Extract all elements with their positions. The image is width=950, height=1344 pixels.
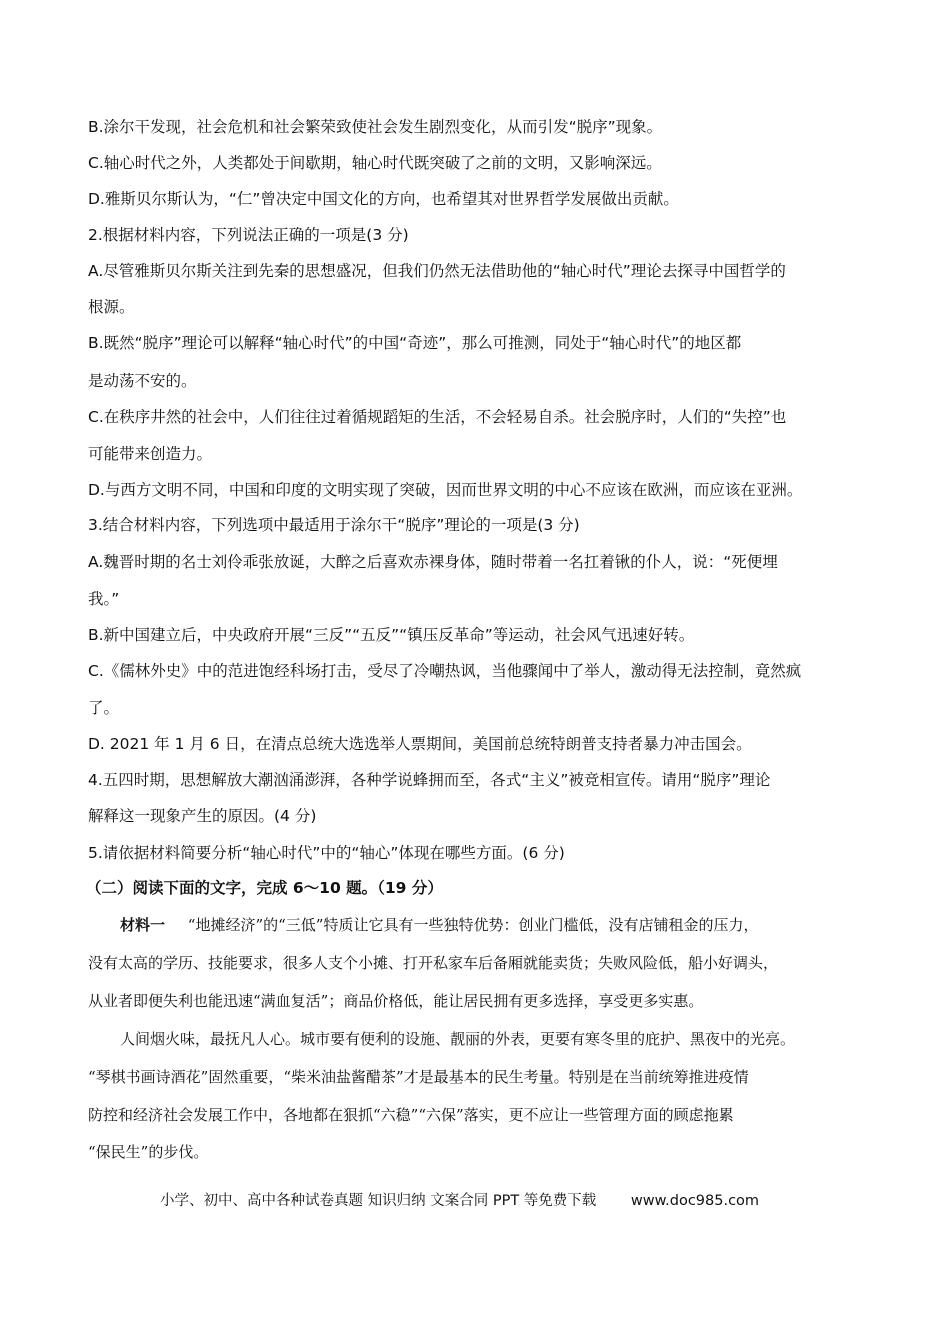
q1-option-d: D.雅斯贝尔斯认为，“仁”曾决定中国文化的方向，也希望其对世界哲学发展做出贡献。	[88, 190, 679, 208]
q3-option-c-line2: 了。	[88, 699, 120, 717]
q2-option-a-line2: 根源。	[88, 298, 135, 316]
q2-option-c-line1: C.在秩序井然的社会中，人们往往过着循规蹈矩的生活，不会轻易自杀。社会脱序时，人们的“失控”也	[88, 408, 787, 426]
q1-option-b: B.涂尔干发现，社会危机和社会繁荣致使社会发生剧烈变化，从而引发“脱序”现象。	[88, 118, 663, 136]
footer-text: 小学、初中、高中各种试卷真题 知识归纳 文案合同 PPT 等免费下载	[160, 1193, 597, 1209]
q4-line2: 解释这一现象产生的原因。(4 分)	[88, 807, 317, 825]
q1-option-c: C.轴心时代之外，人类都处于间歇期，轴心时代既突破了之前的文明，又影响深远。	[88, 154, 662, 172]
q2-option-c-line2: 可能带来创造力。	[88, 445, 213, 463]
q2-option-d: D.与西方文明不同，中国和印度的文明实现了突破，因而世界文明的中心不应该在欧洲，而应该在亚洲。	[88, 481, 803, 499]
material-paragraph-2-line4: “保民生”的步伐。	[88, 1143, 209, 1161]
q3-option-a-line2: 我。”	[88, 590, 120, 608]
material-paragraph-2-line2: “琴棋书画诗酒花”固然重要，“柴米油盐酱醋茶”才是最基本的民生考量。特别是在当前统筹推进疫情	[88, 1068, 749, 1086]
material-paragraph-1-text: “地摊经济”的“三低”特质让它具有一些独特优势：创业门槛低，没有店铺租金的压力，	[187, 916, 759, 934]
material-paragraph-1-line2: 没有太高的学历、技能要求，很多人支个小摊、打开私家车后备厢就能卖货；失败风险低，船小好调头，	[88, 954, 779, 972]
q3-stem: 3.结合材料内容，下列选项中最适用于涂尔干“脱序”理论的一项是(3 分)	[88, 516, 580, 534]
q3-option-a-line1: A.魏晋时期的名士刘伶乖张放诞，大醉之后喜欢赤裸身体，随时带着一名扛着锹的仆人，说：“死便埋	[88, 553, 778, 571]
page-footer	[160, 1190, 759, 1212]
material-paragraph-1-line1	[120, 914, 868, 936]
q2-option-b-line2: 是动荡不安的。	[88, 372, 197, 390]
q3-option-d: D. 2021 年 1 月 6 日，在清点总统大选选举人票期间，美国前总统特朗普支持者暴力冲击国会。	[88, 735, 752, 753]
material-paragraph-1-line3: 从业者即便失利也能迅速“满血复活”；商品价格低，能让居民拥有更多选择，享受更多实惠。	[88, 992, 704, 1010]
q2-option-a-line1: A.尽管雅斯贝尔斯关注到先秦的思想盛况，但我们仍然无法借助他的“轴心时代”理论去探寻中国哲学的	[88, 262, 786, 280]
material-paragraph-2-line1: 人间烟火味，最抚凡人心。城市要有便利的设施、靓丽的外表，更要有寒冬里的庇护、黑夜中的光亮。	[120, 1030, 796, 1048]
q5-text: 5.请依据材料简要分析“轴心时代”中的“轴心”体现在哪些方面。(6 分)	[88, 844, 565, 862]
q2-stem: 2.根据材料内容，下列说法正确的一项是(3 分)	[88, 226, 409, 244]
material-paragraph-2-line3: 防控和经济社会发展工作中，各地都在狠抓“六稳”“六保”落实，更不应让一些管理方面的顾虑拖累	[88, 1106, 734, 1124]
section-heading: （二）阅读下面的文字，完成 6～10 题。（19 分）	[86, 879, 443, 897]
footer-url[interactable]: www.doc985.com	[630, 1193, 760, 1209]
q3-option-c-line1: C.《儒林外史》中的范进饱经科场打击，受尽了冷嘲热讽，当他骤闻中了举人，激动得无法控制，竟然疯	[88, 662, 802, 680]
material-label: 材料一	[120, 916, 166, 934]
q2-option-b-line1: B.既然“脱序”理论可以解释“轴心时代”的中国“奇迹”，那么可推测，同处于“轴心时代”的地区都	[88, 334, 742, 352]
q3-option-b: B.新中国建立后，中央政府开展“三反”“五反”“镇压反革命”等运动，社会风气迅速好转。	[88, 626, 695, 644]
q4-line1: 4.五四时期，思想解放大潮汹涌澎湃，各种学说蜂拥而至，各式“主义”被竞相宣传。请用“脱序”理论	[88, 771, 771, 789]
